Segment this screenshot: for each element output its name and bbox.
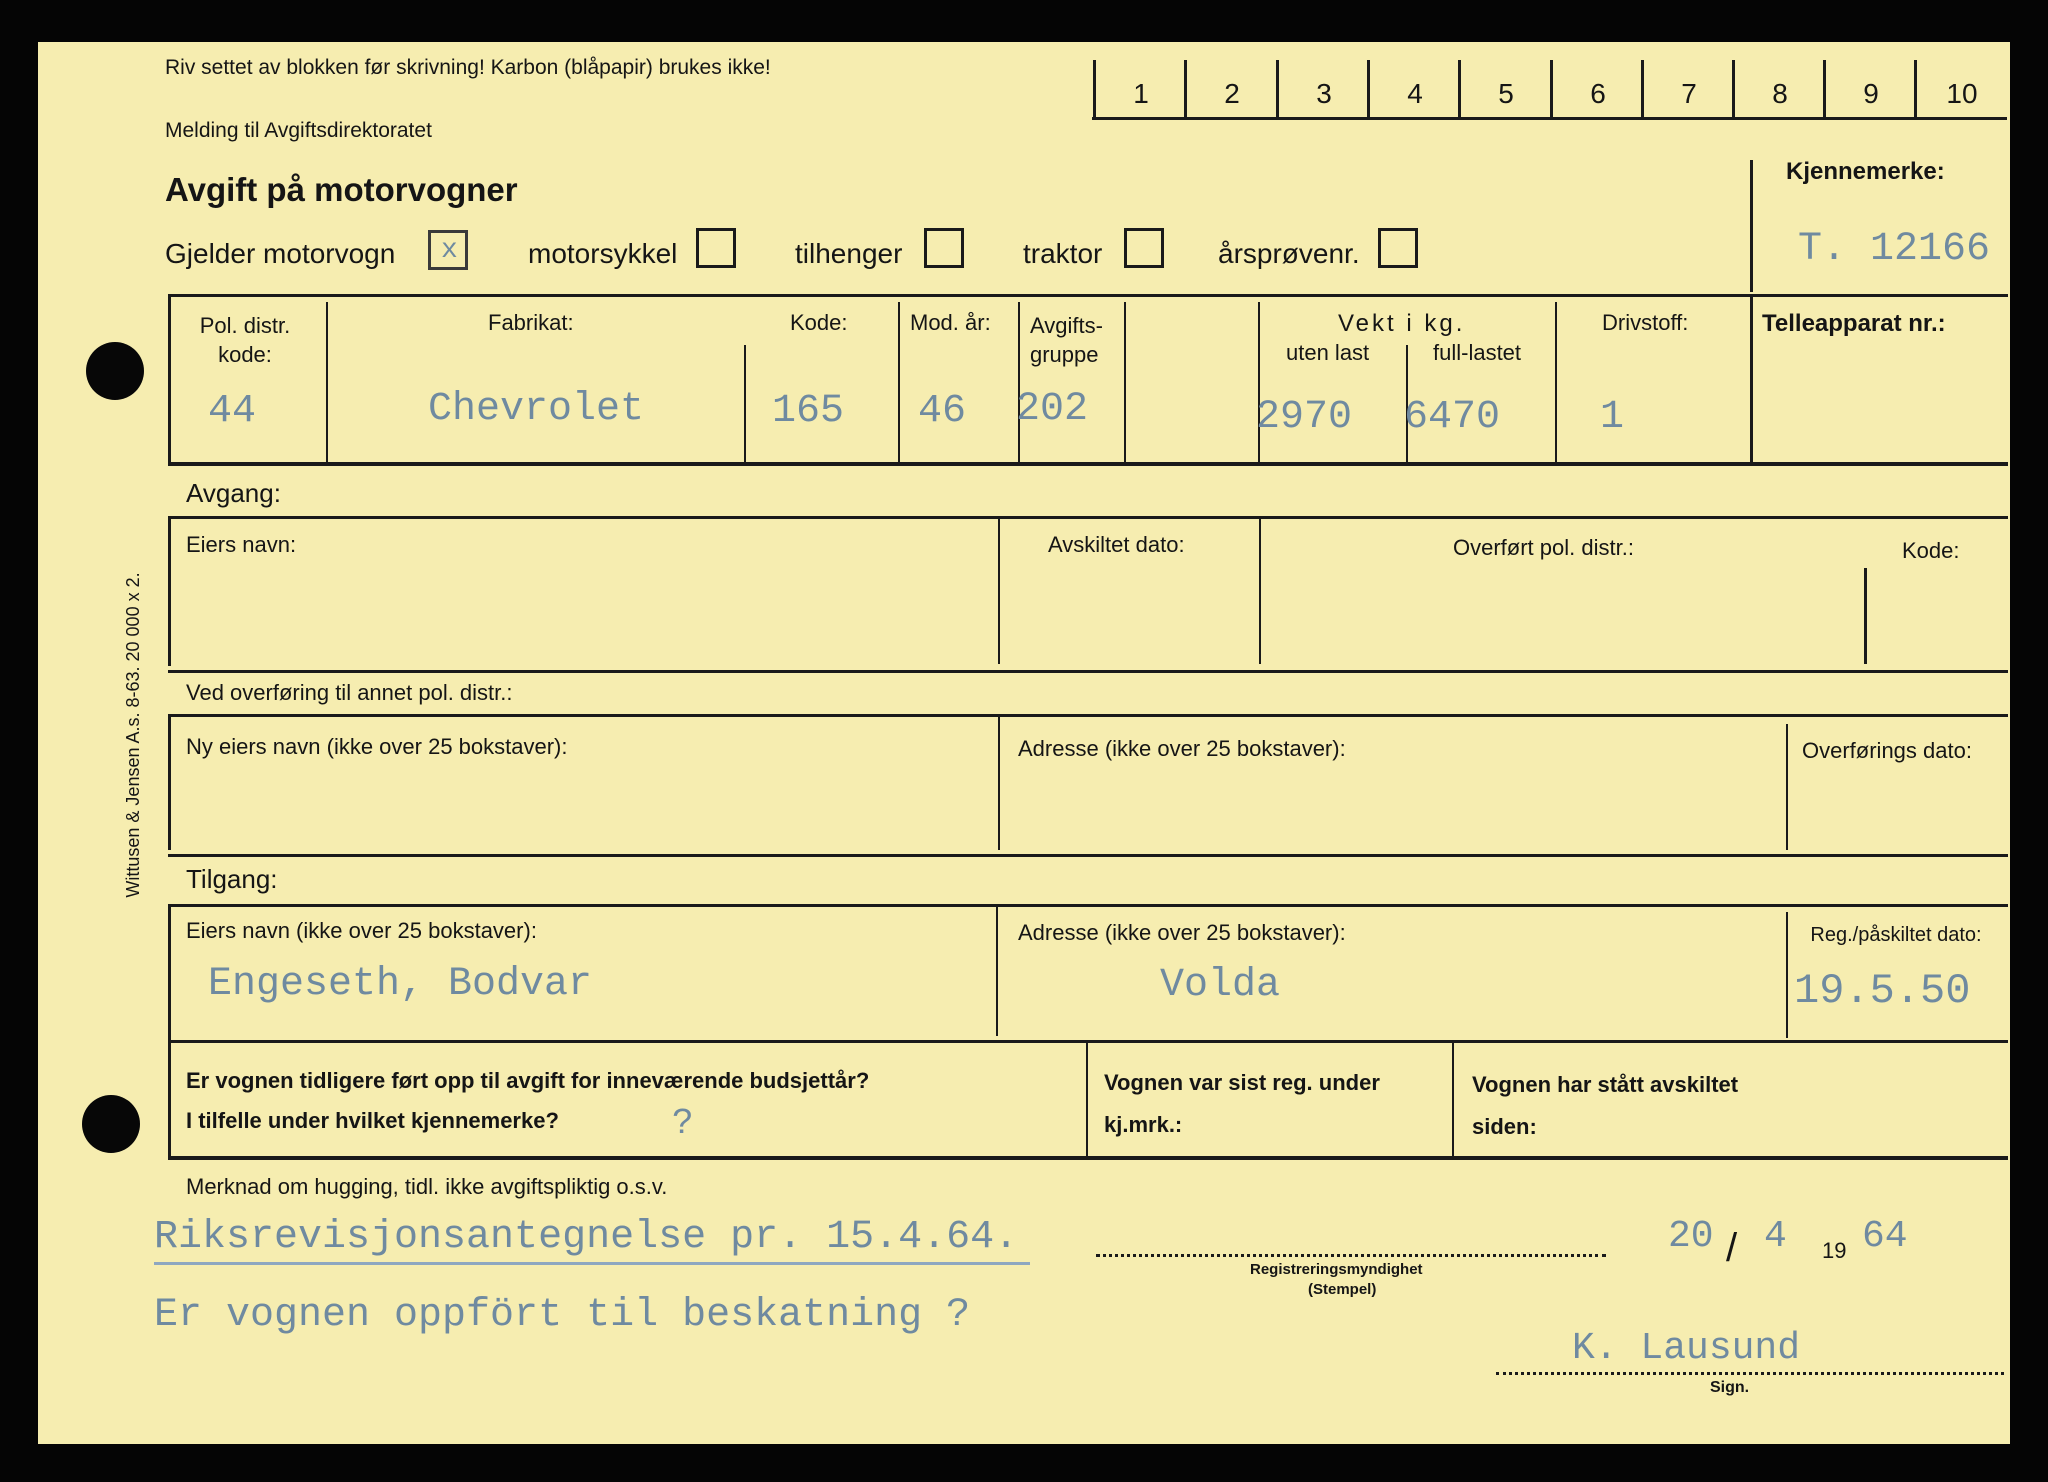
kjennemerke-label: Kjennemerke: [1786,158,1945,185]
date-century: 19 [1822,1238,1847,1263]
arsprovenr-label: årsprøvenr. [1218,238,1360,269]
traktor-label: traktor [1023,238,1103,269]
overforing-adresse-label: Adresse (ikke over 25 bokstaver): [1018,736,1346,761]
overforings-dato-label: Overførings dato: [1802,738,1972,763]
riksrevisjon-underline [154,1262,1030,1265]
signature-line [1496,1372,2004,1375]
avgang-title: Avgang: [186,478,281,508]
number-cell-4: 4 [1407,78,1423,109]
overfort-pol-distr-label: Overført pol. distr.: [1453,535,1634,560]
number-cell-7: 7 [1681,78,1697,109]
tilhenger-checkbox[interactable] [924,228,964,268]
avskiltet-dato-label: Avskiltet dato: [1048,532,1185,557]
merknad-label: Merknad om hugging, tidl. ikke avgiftspliktig o.s.v. [186,1174,668,1199]
uten-last-label: uten last [1286,340,1370,365]
kode-value: 165 [772,389,845,434]
overforing-title: Ved overføring til annet pol. distr.: [186,680,513,705]
vekt-label: Vekt i kg. [1338,310,1466,337]
number-cell-5: 5 [1498,78,1514,109]
gjelder-lead: Gjelder motorvogn [165,238,396,269]
reg-paskiltet-value: 19.5.50 [1794,967,1971,1015]
motorsykkel-label: motorsykkel [528,238,678,269]
number-cell-6: 6 [1590,78,1606,109]
drivstoff-label: Drivstoff: [1602,310,1689,335]
printer-imprint: Wittusen & Jensen A.s. 8-63. 20 000 x 2. [123,572,143,898]
tilgang-eiers-navn-label: Eiers navn (ikke over 25 bokstaver): [186,918,537,943]
stamp-line [1096,1254,1606,1257]
sist-reg-kjmrk-label: kj.mrk.: [1104,1112,1183,1137]
question-kjennemerke: I tilfelle under hvilket kjennemerke? [186,1108,559,1133]
tilgang-adresse-label: Adresse (ikke over 25 bokstaver): [1018,920,1346,945]
mod-ar-label: Mod. år: [910,310,991,335]
stempel-label: (Stempel) [1308,1281,1377,1298]
traktor-checkbox[interactable] [1124,228,1164,268]
question-budsjettar: Er vognen tidligere ført opp til avgift for inneværende budsjettår? [186,1068,870,1093]
uten-last-value: 2970 [1256,395,1353,440]
tilhenger-label: tilhenger [795,238,903,269]
date-year: 64 [1862,1215,1908,1258]
avgang-kode-label: Kode: [1902,538,1960,563]
full-lastet-label: full-lastet [1433,340,1522,365]
fabrikat-label: Fabrikat: [488,310,574,335]
number-cell-1: 1 [1133,78,1149,109]
tilgang-adresse-value: Volda [1160,963,1281,1008]
telleapparat-label: Telleapparat nr.: [1762,310,1946,337]
checkbox-mark: x [441,235,458,266]
full-lastet-value: 6470 [1404,395,1501,440]
mod-ar-value: 46 [918,389,967,434]
beskatning-note: Er vognen oppfört til beskatning ? [154,1293,971,1338]
punch-hole-top [86,342,144,400]
registreringsmyndighet-label: Registreringsmyndighet [1250,1261,1423,1278]
drivstoff-value: 1 [1600,395,1625,440]
date-month: 4 [1764,1215,1787,1258]
number-cell-3: 3 [1316,78,1332,109]
kjennemerke-value: T. 12166 [1798,227,1991,272]
fabrikat-value: Chevrolet [428,387,645,432]
recipient-text: Melding til Avgiftsdirektoratet [165,119,432,142]
avskiltet-siden-label-2: siden: [1472,1114,1537,1139]
avgiftsgruppe-label: Avgifts- gruppe [1030,313,1103,367]
vehicle-table-top [168,294,2008,297]
punch-hole-bottom [82,1095,140,1153]
avgiftsgruppe-value: 202 [1016,387,1089,432]
number-cell-9: 9 [1863,78,1879,109]
vehicle-table-bottom [168,462,2008,466]
avskiltet-siden-label: Vognen har stått avskiltet [1472,1072,1739,1097]
instruction-text: Riv settet av blokken før skrivning! Karbon (blåpapir) brukes ikke! [165,56,771,79]
sist-reg-label: Vognen var sist reg. under [1104,1070,1380,1095]
tilgang-title: Tilgang: [186,864,278,894]
kode-label: Kode: [790,310,848,335]
sign-label: Sign. [1710,1379,1750,1396]
tilgang-eiers-navn-value: Engeseth, Bodvar [208,962,593,1007]
signature-typed: K. Lausund [1572,1327,1801,1370]
ny-eiers-navn-label: Ny eiers navn (ikke over 25 bokstaver): [186,734,568,759]
avgang-eiers-navn-label: Eiers navn: [186,532,297,557]
form-title: Avgift på motorvogner [165,171,518,208]
reg-paskiltet-label: Reg./påskiltet dato: [1810,924,1982,946]
pol-distr-label: Pol. distr. kode: [199,313,291,367]
arsprovenr-checkbox[interactable] [1378,228,1418,268]
pol-distr-value: 44 [208,389,257,434]
motorsykkel-checkbox[interactable] [696,228,736,268]
riksrevisjon-note: Riksrevisjonsantegnelse pr. 15.4.64. [154,1215,1019,1260]
number-cell-10: 10 [1946,78,1978,109]
date-separator: / [1726,1226,1738,1270]
motorvogn-checkbox[interactable] [428,230,468,270]
number-cell-8: 8 [1772,78,1788,109]
question-kjennemerke-answer: ? [672,1103,694,1144]
date-day: 20 [1668,1215,1714,1258]
number-cell-2: 2 [1224,78,1240,109]
